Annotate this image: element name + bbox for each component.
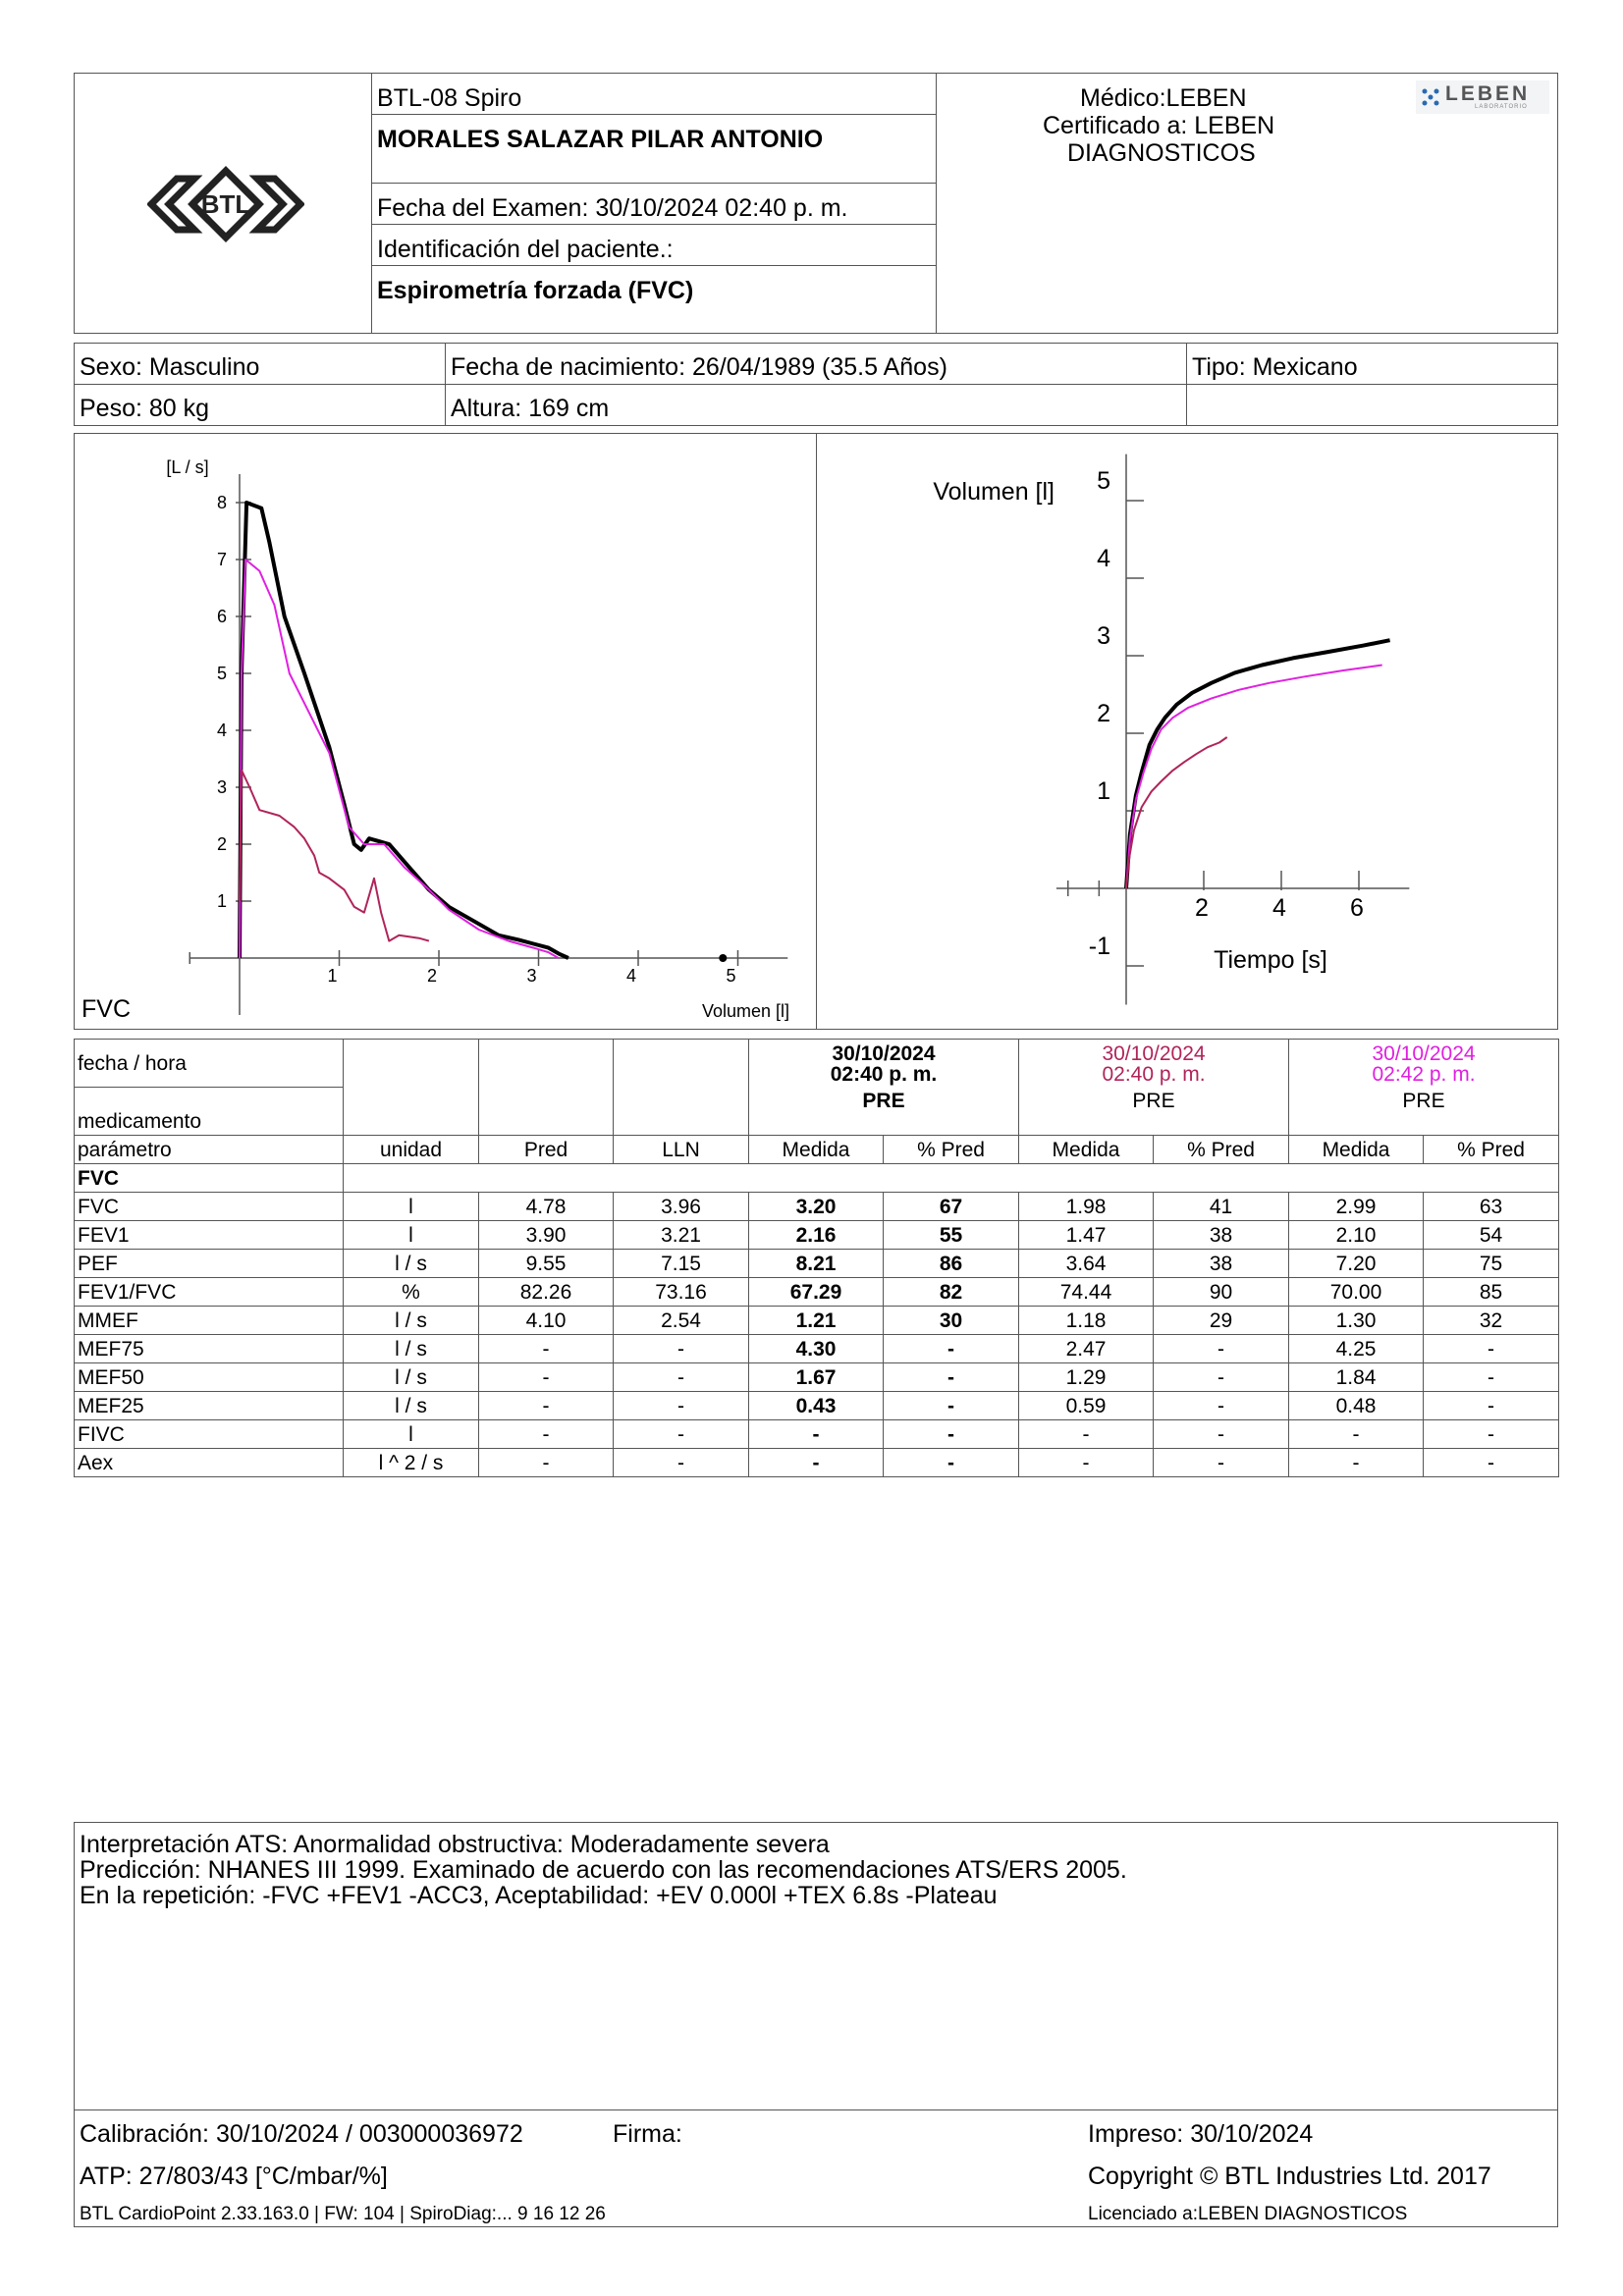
table-cell: l / s (344, 1307, 479, 1335)
atp-info: ATP: 27/803/43 [°C/mbar/%] (80, 2163, 388, 2190)
table-cell: - (884, 1392, 1019, 1420)
table-row (75, 1278, 1559, 1307)
table-cell: 4.78 (479, 1193, 614, 1221)
table-row (75, 1449, 1559, 1477)
interpretation-line: Interpretación ATS: Anormalidad obstructiva: Moderadamente severa (80, 1831, 830, 1858)
parameter-name: FEV1/FVC (75, 1278, 344, 1307)
leben-logo-mark-icon (1420, 86, 1441, 108)
table-row (75, 1307, 1559, 1335)
table-cell: 90 (1154, 1278, 1289, 1307)
table-cell: 1.67 (749, 1363, 884, 1392)
table-cell: 3.20 (749, 1193, 884, 1221)
table-cell: % (344, 1278, 479, 1307)
table-cell: 38 (1154, 1221, 1289, 1250)
table-cell: l ^ 2 / s (344, 1449, 479, 1477)
y-tick-label: 4 (216, 721, 227, 740)
table-cell (479, 1040, 614, 1136)
calibration-info: Calibración: 30/10/2024 / 003000036972 (80, 2120, 523, 2148)
column-header: LLN (614, 1136, 749, 1164)
table-cell: - (479, 1335, 614, 1363)
x-tick-label: 1 (327, 966, 338, 986)
table-cell: - (614, 1363, 749, 1392)
header-divider-right (936, 73, 937, 334)
y-tick-label: 2 (216, 834, 227, 854)
y-tick-label: 7 (216, 550, 227, 569)
table-cell: - (1424, 1420, 1559, 1449)
table-cell: 67 (884, 1193, 1019, 1221)
table-cell: 1.84 (1289, 1363, 1424, 1392)
certified-line2: DIAGNOSTICOS (1067, 139, 1256, 167)
table-cell: 1.18 (1019, 1307, 1154, 1335)
table-cell: l / s (344, 1335, 479, 1363)
table-cell: - (614, 1335, 749, 1363)
column-header: parámetro (75, 1136, 344, 1164)
row-label-fecha: fecha / hora (75, 1040, 344, 1088)
table-cell: - (614, 1420, 749, 1449)
table-cell: 74.44 (1019, 1278, 1154, 1307)
table-row (75, 1335, 1559, 1363)
table-cell: 4.30 (749, 1335, 884, 1363)
header-rule (371, 224, 936, 225)
series-line (1126, 640, 1390, 888)
test-type: Espirometría forzada (FVC) (377, 277, 694, 304)
table-cell: - (614, 1392, 749, 1420)
patient-sex: Sexo: Masculino (80, 353, 260, 381)
header-rule (371, 265, 936, 266)
table-cell: 29 (1154, 1307, 1289, 1335)
software-version: BTL CardioPoint 2.33.163.0 | FW: 104 | SpiroDiag:... 9 16 12 26 (80, 2204, 606, 2224)
y-tick-label: -1 (1088, 933, 1110, 960)
table-cell: - (1424, 1363, 1559, 1392)
parameter-name: MMEF (75, 1307, 344, 1335)
table-cell: 38 (1154, 1250, 1289, 1278)
doctor-name: Médico:LEBEN (1080, 84, 1247, 112)
license-info: Licenciado a:LEBEN DIAGNOSTICOS (1088, 2204, 1408, 2224)
parameter-name: FEV1 (75, 1221, 344, 1250)
session-time: 02:40 p. m. (830, 1063, 938, 1086)
table-row (75, 1363, 1559, 1392)
table-cell: - (1424, 1449, 1559, 1477)
patient-name: MORALES SALAZAR PILAR ANTONIO (377, 126, 824, 153)
y-tick-label: 1 (216, 891, 227, 911)
table-cell: 1.29 (1019, 1363, 1154, 1392)
x-tick-label: 5 (726, 966, 736, 986)
y-tick-label: 6 (216, 607, 227, 626)
parameter-name: PEF (75, 1250, 344, 1278)
table-cell: 0.48 (1289, 1392, 1424, 1420)
y-tick-label: 4 (1097, 545, 1110, 572)
leben-logo-text: LEBEN (1445, 82, 1531, 105)
table-cell: - (1019, 1420, 1154, 1449)
table-cell: - (479, 1420, 614, 1449)
x-tick-label: 6 (1350, 894, 1364, 922)
table-cell: 73.16 (614, 1278, 749, 1307)
table-cell: 85 (1424, 1278, 1559, 1307)
volume-time-chart (818, 435, 1556, 1028)
table-cell: l / s (344, 1250, 479, 1278)
table-cell: - (1019, 1449, 1154, 1477)
series-line (240, 503, 568, 958)
parameter-name: MEF25 (75, 1392, 344, 1420)
table-cell: - (884, 1363, 1019, 1392)
table-cell: - (1289, 1420, 1424, 1449)
table-cell: l (344, 1221, 479, 1250)
row-label-medicamento: medicamento (75, 1088, 344, 1136)
table-cell: 30 (884, 1307, 1019, 1335)
table-cell (614, 1040, 749, 1136)
session-date: 30/10/2024 (832, 1042, 936, 1065)
copyright: Copyright © BTL Industries Ltd. 2017 (1088, 2163, 1491, 2190)
table-cell: - (479, 1363, 614, 1392)
table-cell (344, 1040, 479, 1136)
table-cell: 63 (1424, 1193, 1559, 1221)
session-time: 02:42 p. m. (1372, 1063, 1476, 1086)
table-cell: 2.10 (1289, 1221, 1424, 1250)
x-tick-label: 2 (426, 966, 437, 986)
table-cell: - (749, 1420, 884, 1449)
header-rule (371, 114, 936, 115)
y-axis-label: [L / s] (166, 457, 209, 477)
column-header: % Pred (884, 1136, 1019, 1164)
table-cell: 3.21 (614, 1221, 749, 1250)
charts-divider (816, 433, 817, 1030)
x-axis-label: Tiempo [s] (1214, 946, 1327, 974)
leben-logo (1416, 80, 1549, 114)
signature-label: Firma: (613, 2120, 682, 2148)
patient-info-rule (74, 384, 1558, 385)
group-label: FVC (75, 1164, 344, 1193)
table-cell: 2.99 (1289, 1193, 1424, 1221)
x-tick-label: 3 (526, 966, 537, 986)
y-tick-label: 8 (216, 493, 227, 512)
table-cell: - (1289, 1449, 1424, 1477)
parameter-name: Aex (75, 1449, 344, 1477)
table-cell: 9.55 (479, 1250, 614, 1278)
patient-id: Identificación del paciente.: (377, 236, 674, 263)
table-cell: - (1424, 1335, 1559, 1363)
table-row (75, 1221, 1559, 1250)
btl-logo (147, 165, 304, 243)
table-cell: 0.59 (1019, 1392, 1154, 1420)
table-cell: 8.21 (749, 1250, 884, 1278)
parameter-name: FIVC (75, 1420, 344, 1449)
table-cell: - (479, 1392, 614, 1420)
table-cell: 2.16 (749, 1221, 884, 1250)
table-cell: 1.47 (1019, 1221, 1154, 1250)
table-cell: 55 (884, 1221, 1019, 1250)
column-header: Pred (479, 1136, 614, 1164)
table-cell: 32 (1424, 1307, 1559, 1335)
session-header (1019, 1040, 1289, 1136)
x-tick-label: 4 (625, 966, 636, 986)
patient-type: Tipo: Mexicano (1192, 353, 1358, 381)
table-cell: - (1154, 1392, 1289, 1420)
session-medication: PRE (1132, 1090, 1175, 1112)
table-cell: l (344, 1193, 479, 1221)
table-cell: - (1154, 1335, 1289, 1363)
parameter-name: FVC (75, 1193, 344, 1221)
header-divider-left (371, 73, 372, 334)
table-cell: 86 (884, 1250, 1019, 1278)
x-tick-label: 2 (1195, 894, 1209, 922)
session-header (1289, 1040, 1559, 1136)
table-cell: 82 (884, 1278, 1019, 1307)
table-cell: 67.29 (749, 1278, 884, 1307)
patient-height: Altura: 169 cm (451, 395, 610, 422)
table-cell: 1.98 (1019, 1193, 1154, 1221)
column-header: Medida (1289, 1136, 1424, 1164)
table-cell: 41 (1154, 1193, 1289, 1221)
table-cell: - (614, 1449, 749, 1477)
table-cell: 7.15 (614, 1250, 749, 1278)
results-body (75, 1193, 1559, 1477)
table-cell: - (1424, 1392, 1559, 1420)
table-cell: 75 (1424, 1250, 1559, 1278)
patient-info-divider (1186, 343, 1187, 426)
y-tick-label: 2 (1097, 700, 1110, 727)
header-rule (371, 183, 936, 184)
column-header: Medida (1019, 1136, 1154, 1164)
session-medication: PRE (1402, 1090, 1445, 1112)
table-cell: 3.96 (614, 1193, 749, 1221)
btl-logo-text: BTL (200, 189, 251, 219)
table-cell: - (1154, 1420, 1289, 1449)
parameter-name: MEF50 (75, 1363, 344, 1392)
series-line (1126, 737, 1227, 888)
table-cell: 7.20 (1289, 1250, 1424, 1278)
parameter-name: MEF75 (75, 1335, 344, 1363)
patient-birth: Fecha de nacimiento: 26/04/1989 (35.5 Años) (451, 353, 947, 381)
table-cell: 4.25 (1289, 1335, 1424, 1363)
session-date: 30/10/2024 (1102, 1042, 1206, 1065)
table-cell: 82.26 (479, 1278, 614, 1307)
table-cell: - (1154, 1363, 1289, 1392)
session-date: 30/10/2024 (1372, 1042, 1476, 1065)
end-marker (719, 954, 727, 962)
interpretation-line: En la repetición: -FVC +FEV1 -ACC3, Aceptabilidad: +EV 0.000l +TEX 6.8s -Plateau (80, 1882, 998, 1909)
table-cell: 1.21 (749, 1307, 884, 1335)
table-row (75, 1250, 1559, 1278)
table-cell: 1.30 (1289, 1307, 1424, 1335)
interpretation-line: Predicción: NHANES III 1999. Examinado de acuerdo con las recomendaciones ATS/ERS 2005. (80, 1856, 1127, 1884)
table-cell: l / s (344, 1363, 479, 1392)
table-cell: 54 (1424, 1221, 1559, 1250)
session-header (749, 1040, 1019, 1136)
table-cell: - (479, 1449, 614, 1477)
table-cell: 0.43 (749, 1392, 884, 1420)
table-cell: 2.54 (614, 1307, 749, 1335)
column-header: unidad (344, 1136, 479, 1164)
session-time: 02:40 p. m. (1102, 1063, 1206, 1086)
y-tick-label: 1 (1097, 777, 1110, 805)
column-header: % Pred (1154, 1136, 1289, 1164)
device-name: BTL-08 Spiro (377, 84, 522, 112)
y-tick-label: 5 (1097, 467, 1110, 495)
table-row (75, 1040, 1559, 1088)
chart-name-label: FVC (81, 995, 131, 1023)
table-cell: 3.64 (1019, 1250, 1154, 1278)
table-cell (344, 1164, 1559, 1193)
table-cell: 70.00 (1289, 1278, 1424, 1307)
table-cell: - (884, 1335, 1019, 1363)
table-row (75, 1193, 1559, 1221)
table-header-row (75, 1136, 1559, 1164)
x-tick-label: 4 (1272, 894, 1286, 922)
table-cell: 3.90 (479, 1221, 614, 1250)
series-line (1126, 666, 1382, 889)
column-header: Medida (749, 1136, 884, 1164)
table-group-row (75, 1164, 1559, 1193)
results-table (74, 1039, 1559, 1477)
x-axis-label: Volumen [l] (701, 1001, 789, 1021)
session-medication: PRE (862, 1090, 905, 1112)
table-cell: - (1154, 1449, 1289, 1477)
leben-logo-subtext: LABORATORIO (1475, 104, 1528, 110)
exam-date: Fecha del Examen: 30/10/2024 02:40 p. m. (377, 194, 848, 222)
table-cell: - (884, 1420, 1019, 1449)
y-tick-label: 3 (216, 777, 227, 797)
printed-date: Impreso: 30/10/2024 (1088, 2120, 1314, 2148)
patient-weight: Peso: 80 kg (80, 395, 210, 422)
table-cell: l / s (344, 1392, 479, 1420)
table-cell: 2.47 (1019, 1335, 1154, 1363)
table-cell: 4.10 (479, 1307, 614, 1335)
y-tick-label: 5 (216, 664, 227, 683)
y-tick-label: 3 (1097, 622, 1110, 650)
table-row (75, 1420, 1559, 1449)
table-cell: l (344, 1420, 479, 1449)
table-row (75, 1392, 1559, 1420)
column-header: % Pred (1424, 1136, 1559, 1164)
table-cell: - (884, 1449, 1019, 1477)
patient-info-divider (445, 343, 446, 426)
table-cell: - (749, 1449, 884, 1477)
y-axis-label: Volumen [l] (933, 478, 1055, 506)
certified-line1: Certificado a: LEBEN (1043, 112, 1275, 139)
flow-volume-chart (76, 435, 814, 1028)
